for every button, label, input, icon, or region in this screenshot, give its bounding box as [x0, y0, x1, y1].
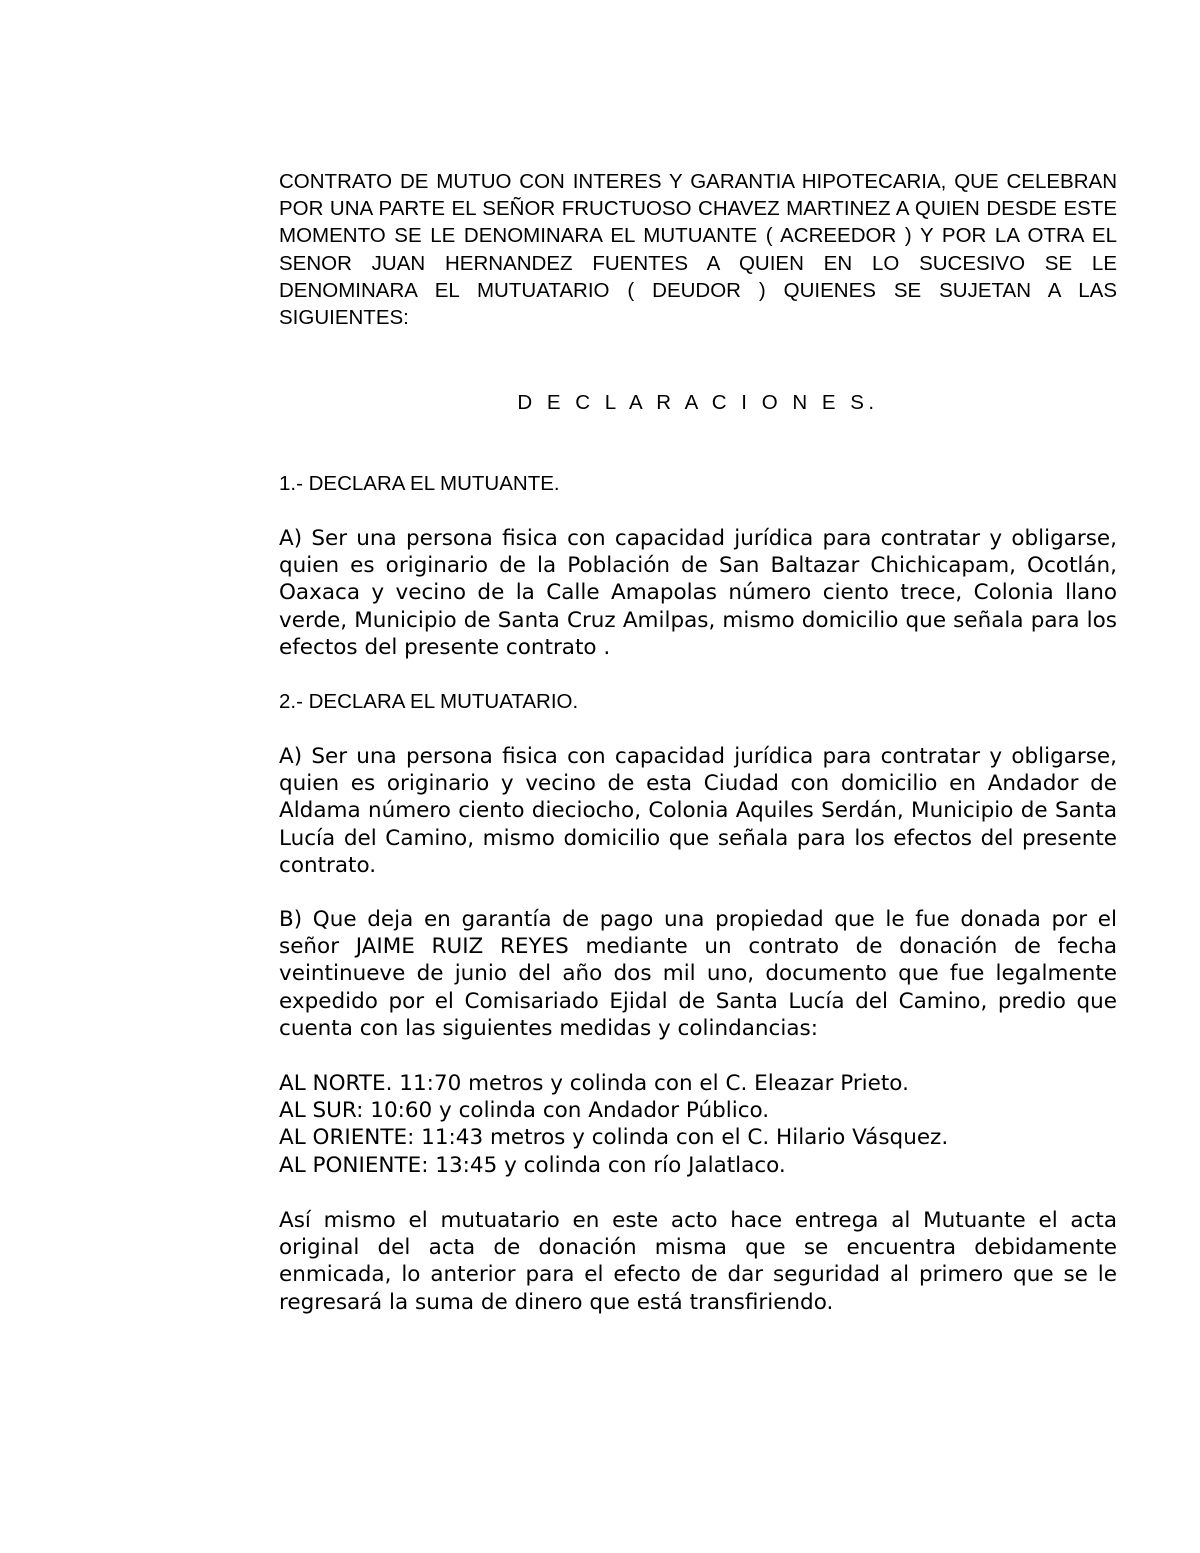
contract-preamble: CONTRATO DE MUTUO CON INTERES Y GARANTIA HIPOTECARIA, QUE CELEBRAN POR UNA PARTE EL SEÑOR FRUCTUOSO CHAVEZ MARTINEZ A QUIEN DESDE ESTE MOMENTO SE LE DENOMINARA EL MUTUANTE ( ACREEDOR ) Y POR LA OTRA EL SENOR JUAN HERNANDEZ FUENTES A QUIEN EN LO SUCESIVO SE LE DENOMINARA EL MUTUATARIO ( DEUDOR ) QUIENES SE SUJETAN A LAS SIGUIENTES: — [279, 170, 1117, 330]
section1-heading: 1.- DECLARA EL MUTUANTE. — [279, 472, 560, 495]
declaraciones-heading: D E C L A R A C I O N E S. — [517, 391, 879, 414]
boundaries-list — [279, 1070, 1117, 1179]
closing-paragraph: Así mismo el mutuatario en este acto hace entrega al Mutuante el acta original del acta de donación misma que se encuentra debidamente enmicada, lo anterior para el efecto de dar seguridad al primero que se le regresará la suma de dinero que está transfiriendo. — [279, 1208, 1117, 1315]
boundary-north: AL NORTE. 11:70 metros y colinda con el C. Eleazar Prieto. — [279, 1071, 909, 1096]
section2-heading: 2.- DECLARA EL MUTUATARIO. — [279, 690, 579, 713]
boundary-south: AL SUR: 10:60 y colinda con Andador Público. — [279, 1098, 770, 1124]
section2-paragraph-a: A) Ser una persona fisica con capacidad jurídica para contratar y obligarse, quien es originario y vecino de esta Ciudad con domicilio en Andador de Aldama número ciento dieciocho, Colonia Aquiles Serdán, Municipio de Santa Lucía del Camino, mismo domicilio que señala para los efectos del presente contrato. — [279, 744, 1117, 878]
boundary-east: AL ORIENTE: 11:43 metros y colinda con el C. Hilario Vásquez. — [279, 1125, 949, 1151]
section1-paragraph-a: A) Ser una persona fisica con capacidad jurídica para contratar y obligarse, quien es originario de la Población de San Baltazar Chichicapam, Ocotlán, Oaxaca y vecino de la Calle Amapolas número ciento trece, Colonia llano verde, Municipio de Santa Cruz Amilpas, mismo domicilio que señala para los efectos del presente contrato . — [279, 526, 1117, 660]
section2-paragraph-b: B) Que deja en garantía de pago una propiedad que le fue donada por el señor JAIME RUIZ REYES mediante un contrato de donación de fecha veintinueve de junio del año dos mil uno, documento que fue legalmente expedido por el Comisariado Ejidal de Santa Lucía del Camino, predio que cuenta con las siguientes medidas y colindancias: — [279, 907, 1117, 1041]
boundary-west: AL PONIENTE: 13:45 y colinda con río Jalatlaco. — [279, 1152, 786, 1178]
